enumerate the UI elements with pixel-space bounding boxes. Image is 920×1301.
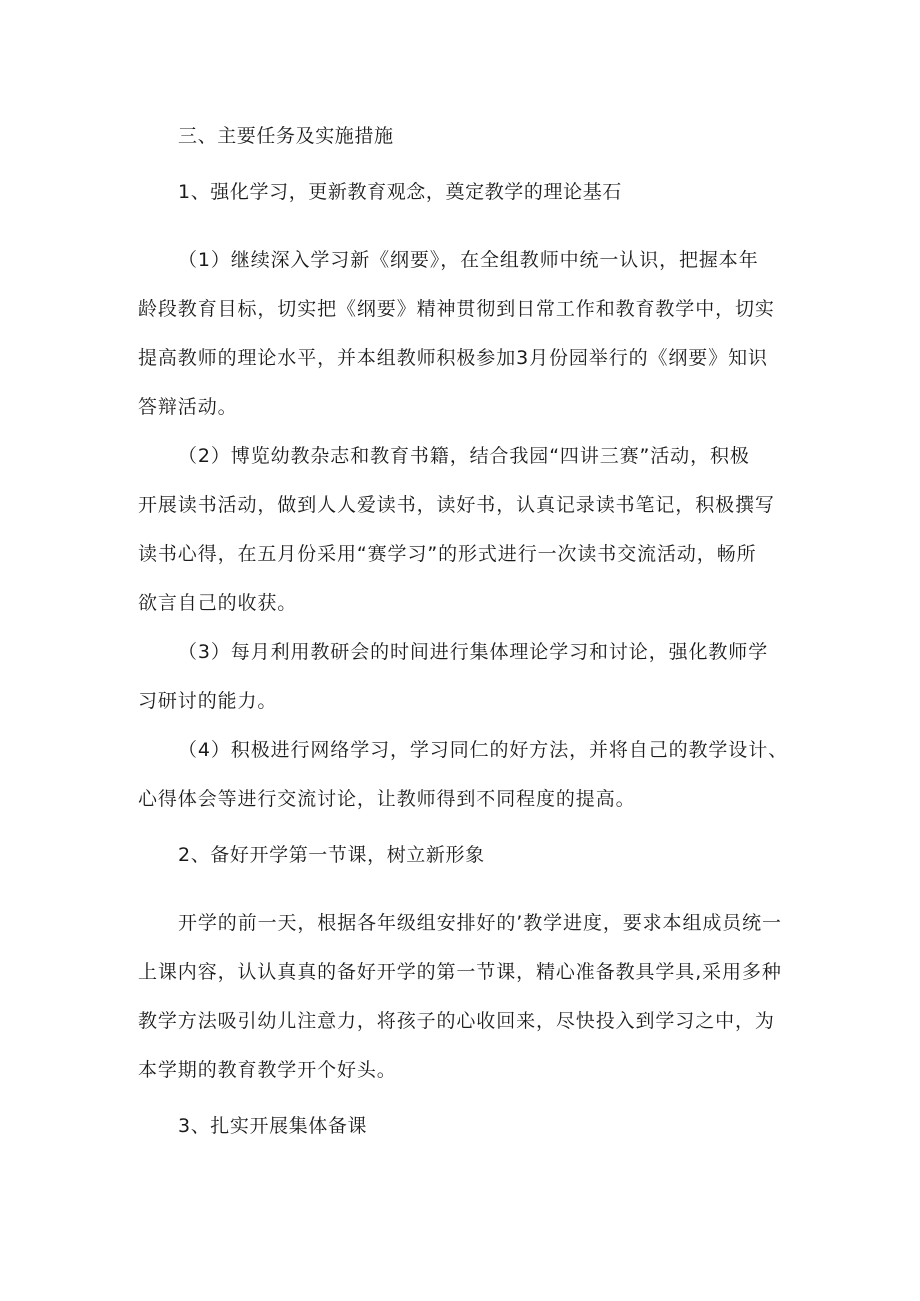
paragraph-line: 习研讨的能力。 (138, 690, 278, 712)
paragraph-line: （3）每月利用教研会的时间进行集体理论学习和讨论，强化教师学 (178, 641, 769, 663)
paragraph-line: 龄段教育目标，切实把《纲要》精神贯彻到日常工作和教育教学中，切实 (138, 298, 775, 320)
item2-heading: 2、备好开学第一节课，树立新形象 (178, 844, 485, 866)
paragraph-line: 提高教师的理论水平，并本组教师积极参加3月份园举行的《纲要》知识 (138, 347, 768, 369)
paragraph-line: 上课内容，认认真真的备好开学的第一节课，精心准备教具学具,采用多种 (138, 961, 782, 983)
paragraph-line: 教学方法吸引幼儿注意力，将孩子的心收回来，尽快投入到学习之中，为 (138, 1010, 775, 1032)
paragraph-line: 答辩活动。 (138, 396, 238, 418)
section-heading: 三、主要任务及实施措施 (178, 125, 394, 147)
paragraph-line: （2）博览幼教杂志和教育书籍，结合我园“四讲三赛”活动，积极 (178, 445, 750, 467)
paragraph-line: 读书心得，在五月份采用“赛学习”的形式进行一次读书交流活动，畅所 (138, 543, 757, 565)
item3-heading: 3、扎实开展集体备课 (178, 1115, 368, 1137)
paragraph-line: 开展读书活动，做到人人爱读书，读好书，认真记录读书笔记，积极撰写 (138, 494, 775, 516)
paragraph-line: （1）继续深入学习新《纲要》，在全组教师中统一认识，把握本年 (178, 249, 759, 271)
paragraph-line: 欲言自己的收获。 (138, 592, 298, 614)
paragraph-line: 本学期的教育教学开个好头。 (138, 1059, 397, 1081)
paragraph-line: 开学的前一天，根据各年级组安排好的’教学进度，要求本组成员统一 (178, 912, 782, 934)
paragraph-line: 心得体会等进行交流讨论，让教师得到不同程度的提高。 (138, 788, 636, 810)
paragraph-line: （4）积极进行网络学习，学习同仁的好方法，并将自己的教学设计、 (178, 739, 788, 761)
item1-heading: 1、强化学习，更新教育观念，奠定教学的理论基石 (178, 181, 622, 203)
